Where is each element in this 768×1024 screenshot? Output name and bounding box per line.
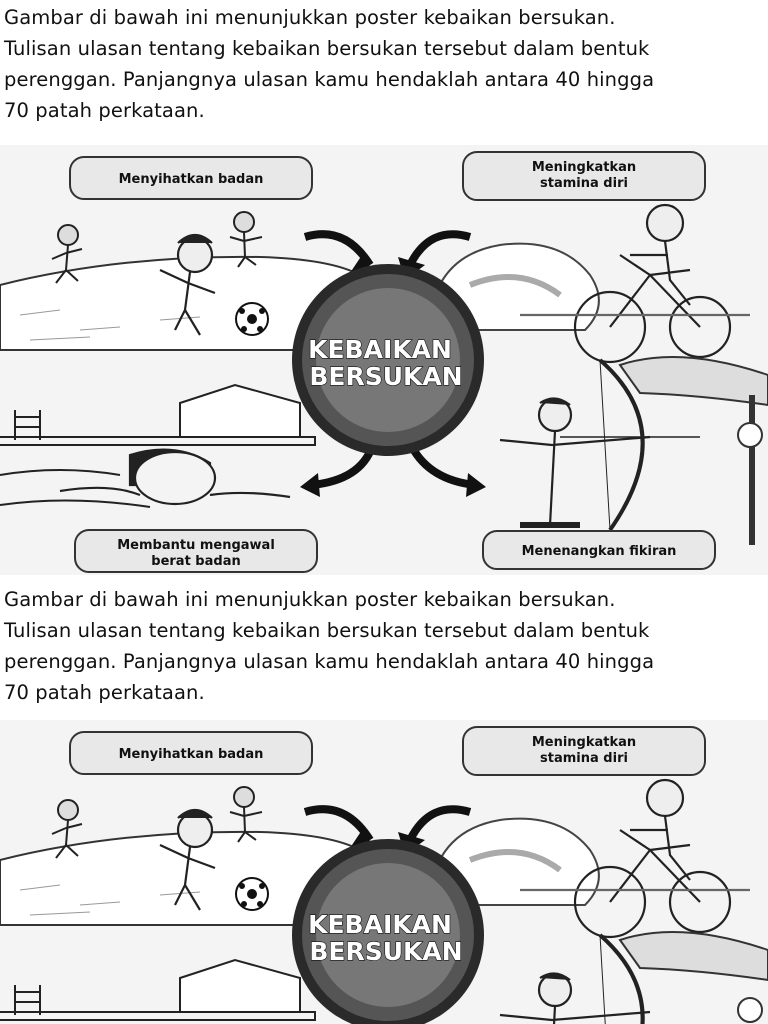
label-top-left: Menyihatkan badan [118, 747, 264, 762]
poster-illustration [0, 145, 768, 575]
instruction-paragraph [4, 2, 764, 126]
label-bottom-left-line2: berat badan [151, 554, 241, 569]
instruction-line: 70 patah perkataan. [4, 99, 205, 122]
poster-illustration [0, 720, 768, 1024]
label-top-right-line1: Meningkatkan [531, 735, 637, 750]
center-emblem [292, 264, 484, 456]
label-top-right-line2: stamina diri [540, 176, 628, 191]
label-top-right-line1: Meningkatkan [531, 160, 637, 175]
instruction-line: Tulisan ulasan tentang kebaikan bersukan tersebut dalam bentuk [4, 619, 650, 642]
label-top-right-line2: stamina diri [540, 751, 628, 766]
instruction-line: 70 patah perkataan. [4, 681, 205, 704]
instruction-line: perenggan. Panjangnya ulasan kamu hendaklah antara 40 hingga [4, 650, 655, 673]
center-title-line1: KEBAIKAN [308, 335, 452, 364]
instruction-line: perenggan. Panjangnya ulasan kamu hendaklah antara 40 hingga [4, 68, 655, 91]
instruction-paragraph [4, 584, 764, 708]
label-bottom-right: Menenangkan fikiran [521, 544, 677, 559]
center-emblem [292, 839, 484, 1024]
label-bottom-left-line1: Membantu mengawal [117, 538, 275, 553]
soccer-ball-icon [236, 303, 268, 335]
instruction-line: Gambar di bawah ini menunjukkan poster kebaikan bersukan. [4, 6, 616, 29]
label-top-left: Menyihatkan badan [118, 172, 264, 187]
center-title-line2: BERSUKAN [309, 362, 463, 391]
center-title-line1: KEBAIKAN [308, 910, 452, 939]
center-title-line2: BERSUKAN [309, 937, 463, 966]
instruction-line: Gambar di bawah ini menunjukkan poster kebaikan bersukan. [4, 588, 616, 611]
instruction-line: Tulisan ulasan tentang kebaikan bersukan tersebut dalam bentuk [4, 37, 650, 60]
soccer-ball-icon [236, 878, 268, 910]
sports-benefits-poster [0, 145, 768, 575]
sports-benefits-poster [0, 720, 768, 1024]
